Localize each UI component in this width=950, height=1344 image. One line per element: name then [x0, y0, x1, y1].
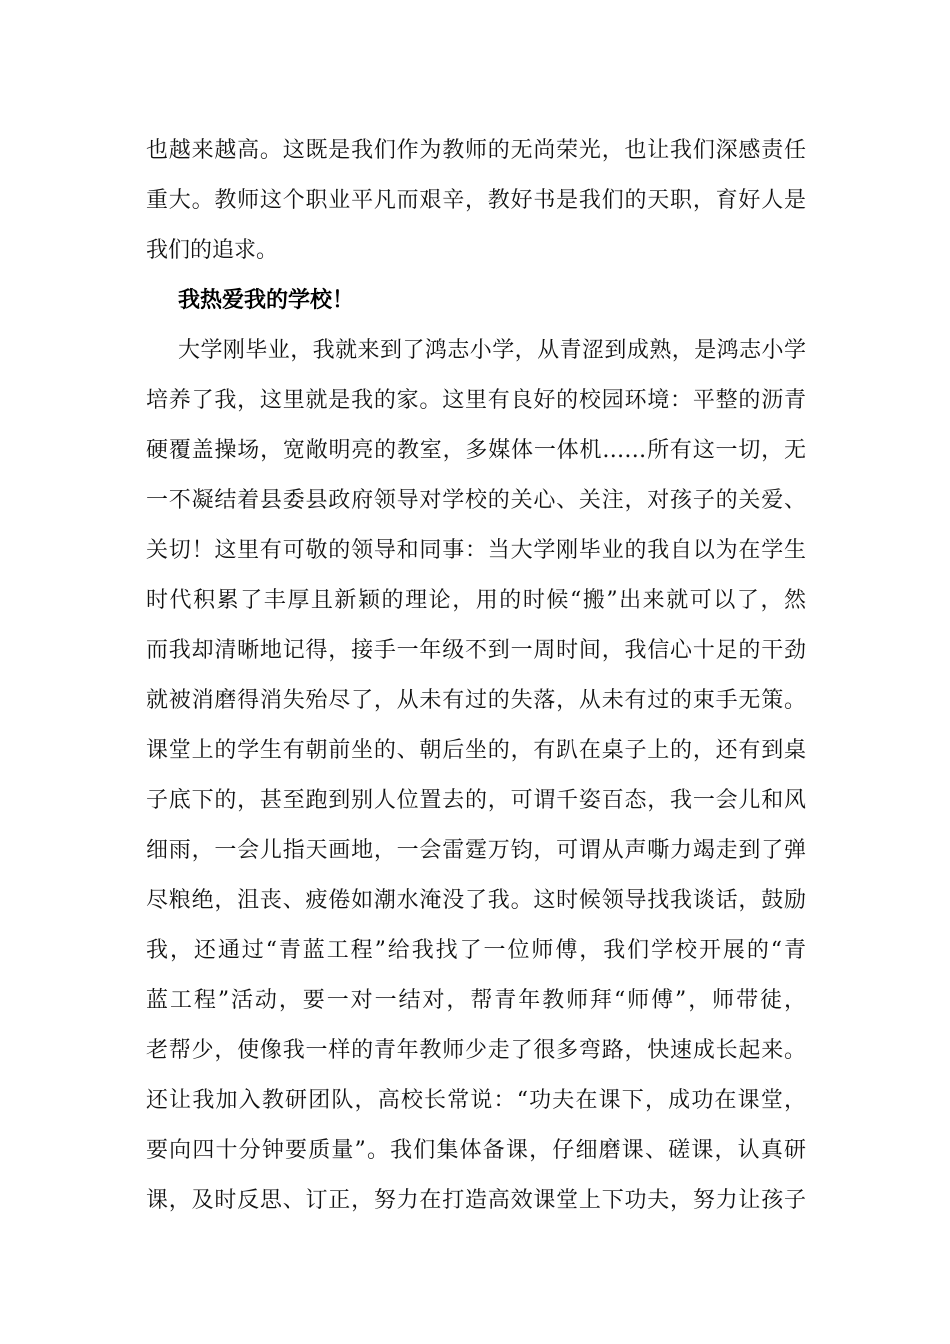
paragraph-line: 尽粮绝，沮丧、疲倦如潮水淹没了我。这时候领导找我谈话，鼓励: [146, 888, 806, 913]
paragraph-line: 蓝工程”活动，要一对一结对，帮青年教师拜“师傅”，师带徒，: [146, 988, 806, 1013]
paragraph-line: 硬覆盖操场，宽敞明亮的教室，多媒体一体机……所有这一切，无: [146, 438, 806, 463]
paragraph-line: 培养了我，这里就是我的家。这里有良好的校园环境：平整的沥青: [146, 388, 806, 413]
paragraph-line: 而我却清晰地记得，接手一年级不到一周时间，我信心十足的干劲: [146, 638, 806, 663]
paragraph-line: 我，还通过“青蓝工程”给我找了一位师傅，我们学校开展的“青: [146, 938, 806, 963]
paragraph-line: 一不凝结着县委县政府领导对学校的关心、关注，对孩子的关爱、: [146, 488, 806, 513]
paragraph-line: 我们的追求。: [146, 238, 279, 263]
paragraph-line: 细雨，一会儿指天画地，一会雷霆万钧，可谓从声嘶力竭走到了弹: [146, 838, 806, 863]
paragraph-line: 关切！这里有可敬的领导和同事：当大学刚毕业的我自以为在学生: [146, 538, 806, 563]
paragraph-line: 老帮少，使像我一样的青年教师少走了很多弯路，快速成长起来。: [146, 1038, 806, 1063]
paragraph-line: 子底下的，甚至跑到别人位置去的，可谓千姿百态，我一会儿和风: [146, 788, 806, 813]
paragraph-line: 大学刚毕业，我就来到了鸿志小学，从青涩到成熟，是鸿志小学: [178, 338, 806, 363]
paragraph-line: 时代积累了丰厚且新颖的理论，用的时候“搬”出来就可以了，然: [146, 588, 806, 613]
paragraph-line: 课，及时反思、订正，努力在打造高效课堂上下功夫，努力让孩子: [146, 1188, 806, 1213]
paragraph-line: 重大。教师这个职业平凡而艰辛，教好书是我们的天职，育好人是: [146, 188, 806, 213]
paragraph-line: 也越来越高。这既是我们作为教师的无尚荣光，也让我们深感责任: [146, 138, 806, 163]
paragraph-line: 就被消磨得消失殆尽了，从未有过的失落，从未有过的束手无策。: [146, 688, 806, 713]
paragraph-line: 要向四十分钟要质量”。我们集体备课，仔细磨课、磋课，认真研: [146, 1138, 806, 1163]
paragraph-line: 课堂上的学生有朝前坐的、朝后坐的，有趴在桌子上的，还有到桌: [146, 738, 806, 763]
paragraph-line: 还让我加入教研团队，高校长常说：“功夫在课下，成功在课堂，: [146, 1088, 806, 1113]
section-heading: 我热爱我的学校！: [178, 288, 355, 313]
